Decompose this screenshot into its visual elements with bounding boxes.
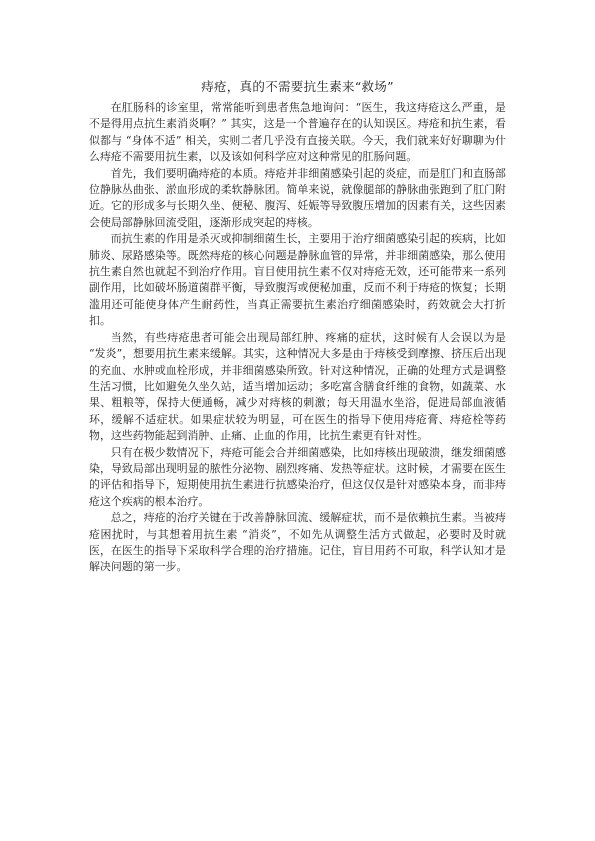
paragraph-swelling-care: 当然，有些痔疮患者可能会出现局部红肿、疼痛的症状，这时候有人会误以为是 “发炎”，想要用抗生素来缓解。其实，这种情况大多是由于痔核受到摩擦、挤压后出现的充血、水肿或血栓形成，并非细菌感染所致。针对这种情况，正确的处理方式是调整生活习惯，比如避免久坐久站，适当增加运动；多吃富含膳食纤维的食物，如蔬菜、水果、粗粮等，保持大便通畅，减少对痔核的刺激；每天用温水坐浴，促进局部血液循环，缓解不适症状。如果症状较为明显，可在医生的指导下使用痔疮膏、痔疮栓等药物，这些药物能起到消肿、止痛、止血的作用，比抗生素更有针对性。	[89, 330, 506, 443]
paragraph-infection-exception: 只有在极少数情况下，痔疮可能会合并细菌感染，比如痔核出现破溃，继发细菌感染，导致局部出现明显的脓性分泌物、剧烈疼痛、发热等症状。这时候，才需要在医生的评估和指导下，短期使用抗生素进行抗感染治疗，但这仅仅是针对感染本身，而非痔疮这个疾病的根本治疗。	[89, 445, 506, 508]
paragraph-conclusion: 总之，痔疮的治疗关键在于改善静脉回流、缓解症状，而不是依赖抗生素。当被痔疮困扰时，与其想着用抗生素 “消炎”，不如先从调整生活方式做起，必要时及时就医，在医生的指导下采取科学合理的治疗措施。记住，盲目用药不可取，科学认知才是解决问题的第一步。	[89, 511, 506, 574]
paragraph-intro: 在肛肠科的诊室里，常常能听到患者焦急地询问：“医生，我这痔疮这么严重，是不是得用点抗生素消炎啊？” 其实，这是一个普遍存在的认知误区。痔疮和抗生素，看似都与 “身体不适” 相关，实则二者几乎没有直接关联。今天，我们就来好好聊聊为什么痔疮不需要用抗生素，以及该如何科学应对这种常见的肛肠问题。	[89, 101, 506, 164]
document-title: 痔疮，真的不需要抗生素来“救场”	[201, 79, 394, 94]
paragraph-antibiotic-role: 而抗生素的作用是杀灭或抑制细菌生长，主要用于治疗细菌感染引起的疾病，比如肺炎、尿路感染等。既然痔疮的核心问题是静脉血管的异常，并非细菌感染，那么使用抗生素自然也就起不到治疗作用。盲目使用抗生素不仅对痔疮无效，还可能带来一系列副作用，比如破坏肠道菌群平衡，导致腹泻或便秘加重，反而不利于痔疮的恢复；长期滥用还可能使身体产生耐药性，当真正需要抗生素治疗细菌感染时，药效就会大打折扣。	[89, 232, 506, 328]
document-body	[89, 100, 506, 576]
paragraph-hemorrhoid-nature: 首先，我们要明确痔疮的本质。痔疮并非细菌感染引起的炎症，而是肛门和直肠部位静脉丛曲张、淤血形成的柔软静脉团。简单来说，就像腿部的静脉曲张跑到了肛门附近。它的形成多与长期久坐、便秘、腹泻、妊娠等导致腹压增加的因素有关，这些因素会使局部静脉回流受阻，逐渐形成突起的痔核。	[89, 166, 506, 229]
